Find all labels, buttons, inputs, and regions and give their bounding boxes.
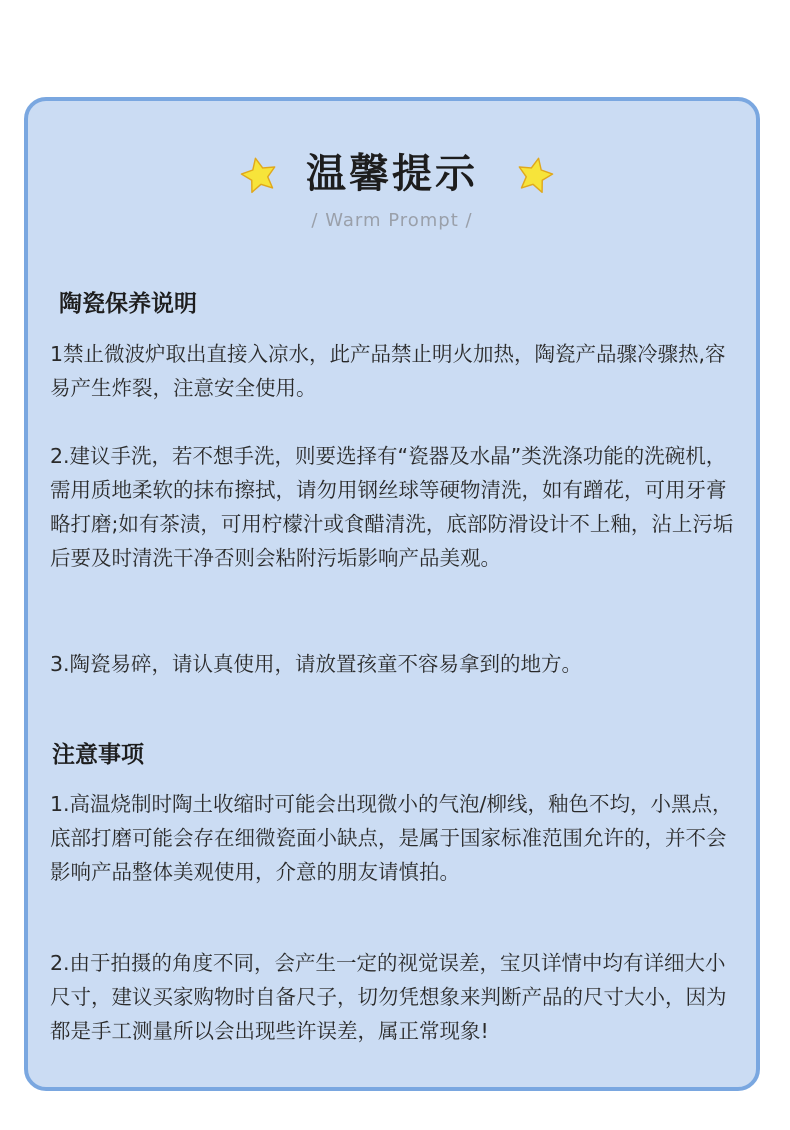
section-title-notes: 注意事项 — [52, 742, 144, 768]
notes-paragraph-1: 1.高温烧制时陶土收缩时可能会出现微小的气泡/柳线，釉色不均，小黑点，底部打磨可能会存在细微瓷面小缺点，是属于国家标准范围允许的，并不会影响产品整体美观使用，介意的朋友请慎拍。 — [50, 792, 733, 884]
page-title: 温馨提示 — [306, 151, 478, 197]
care-paragraph-3: 3.陶瓷易碎，请认真使用，请放置孩童不容易拿到的地方。 — [50, 652, 583, 676]
care-paragraph-2: 2.建议手洗，若不想手洗，则要选择有“瓷器及水晶”类洗涤功能的洗碗机，需用质地柔软的抹布擦拭，请勿用钢丝球等硬物清洗，如有蹭花，可用牙膏略打磨;如有茶渍，可用柠檬汁或食醋清洗，底部防滑设计不上釉，沾上污垢后要及时清洗干净否则会粘附污垢影响产品美观。 — [50, 444, 734, 570]
care-paragraph-1: 1禁止微波炉取出直接入凉水，此产品禁止明火加热，陶瓷产品骤冷骤热,容易产生炸裂，注意安全使用。 — [50, 342, 726, 400]
notes-paragraph-2: 2.由于拍摄的角度不同，会产生一定的视觉误差，宝贝详情中均有详细大小尺寸，建议买家购物时自备尺子，切勿凭想象来判断产品的尺寸大小，因为都是手工测量所以会出现些许误差，属正常现象! — [50, 951, 727, 1043]
warm-prompt-card — [24, 97, 760, 1091]
star-icon — [516, 156, 554, 194]
subtitle: / Warm Prompt / — [311, 210, 473, 231]
section-title-ceramic-care: 陶瓷保养说明 — [59, 291, 197, 317]
title-row — [28, 143, 756, 205]
